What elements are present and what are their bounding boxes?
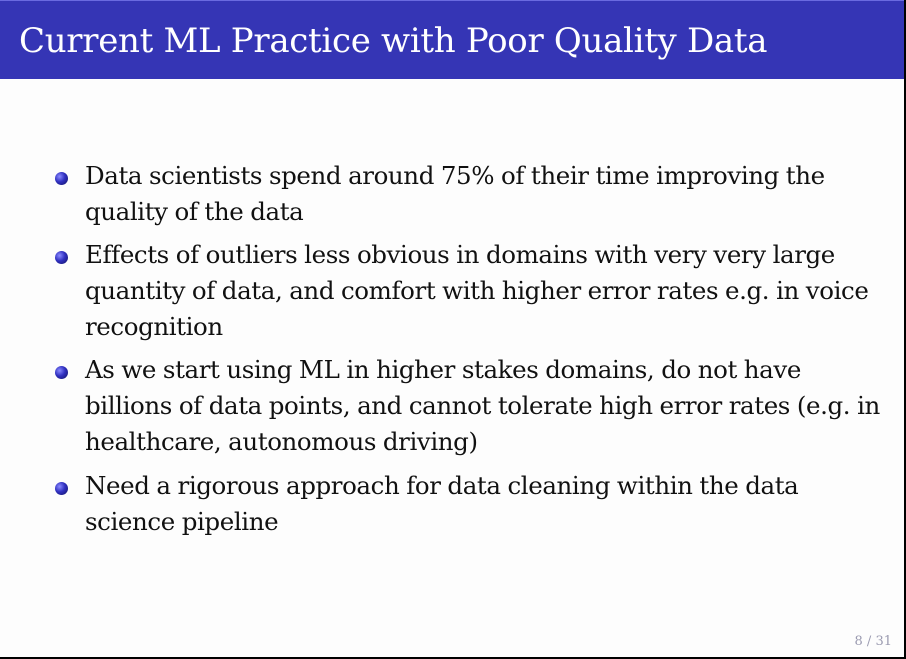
slide-title: Current ML Practice with Poor Quality Data [19,21,768,61]
bullet-ball-icon [55,251,68,264]
page-number: 8 / 31 [854,634,892,649]
title-bar [0,0,904,79]
bullet-text: As we start using ML in higher stakes domains, do not have billions of data points, and cannot tolerate high error rates (e.g. in healthcare, autonomous driving) [85,355,880,456]
bullet-text: Need a rigorous approach for data cleaning within the data science pipeline [85,471,799,536]
bullet-ball-icon [55,172,68,185]
bullet-text: Data scientists spend around 75% of their time improving the quality of the data [85,161,825,226]
bullet-ball-icon [55,366,68,379]
bullet-text: Effects of outliers less obvious in domains with very very large quantity of data, and comfort with higher error rates e.g. in voice recognition [85,240,869,341]
bullet-ball-icon [55,482,68,495]
